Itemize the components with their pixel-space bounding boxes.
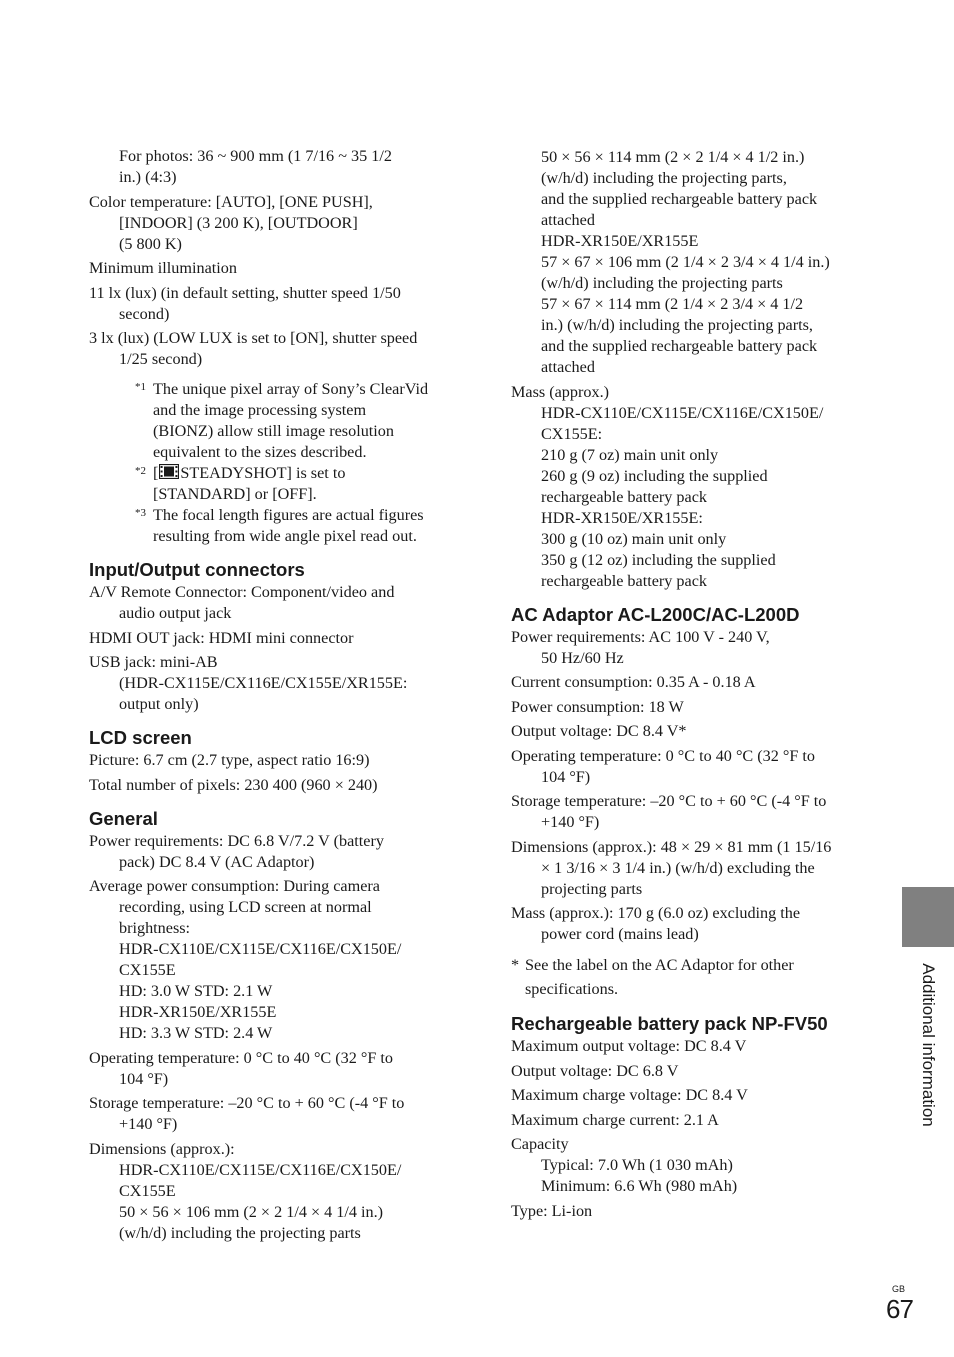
- ac-mass: Mass (approx.): 170 g (6.0 oz) excluding the power cord (mains lead): [511, 904, 801, 943]
- general-storage-temperature: Storage temperature: –20 °C to + 60 °C (-4 °F to +140 °F): [89, 1094, 405, 1133]
- ac-dimensions: Dimensions (approx.): 48 × 29 × 81 mm (1 15/16 × 1 3/16 × 3 1/4 in.) (w/h/d) excluding the projecting parts: [511, 837, 832, 898]
- general-dimensions: Dimensions (approx.): HDR-CX110E/CX115E/CX116E/CX150E/ CX155E 50 × 56 × 106 mm (2 × 2 1/4 × 4 1/4 in.) (w/h/d) including the projecting parts: [89, 1139, 402, 1242]
- right-column: [511, 0, 881, 1222]
- general-operating-temperature: Operating temperature: 0 °C to 40 °C (32 °F to 104 °F): [89, 1048, 393, 1088]
- battery-output-voltage: Output voltage: DC 6.8 V: [511, 1061, 679, 1080]
- ac-output-voltage: Output voltage: DC 8.4 V*: [511, 722, 687, 740]
- general-power-requirements: Power requirements: DC 6.8 V/7.2 V (battery pack) DC 8.4 V (AC Adaptor): [89, 831, 384, 871]
- ac-power-requirements: Power requirements: AC 100 V - 240 V, 50 Hz/60 Hz: [511, 627, 770, 667]
- color-temperature: Color temperature: [AUTO], [ONE PUSH], [INDOOR] (3 200 K), [OUTDOOR] (5 800 K): [89, 192, 373, 253]
- dimensions-continuation: 50 × 56 × 114 mm (2 × 2 1/4 × 4 1/2 in.) (w/h/d) including the projecting parts, and the supplied rechargeable battery pack attached HDR-XR150E/XR155E 57 × 67 × 106 mm (2 1/4 × 2 3/4 × 4 1/4 in.) (w/h/d) including the projecting parts 57 × 67 × 114 mm (2 1/4 × 2 3/4 × 4 1/2 in.) (w/h/d) including the projecting parts, and the supplied rechargeable battery pack attached: [541, 148, 830, 376]
- film-frame-icon: [159, 464, 179, 479]
- heading-battery-pack: Rechargeable battery pack NP-FV50: [511, 1013, 828, 1034]
- usb-jack: USB jack: mini-AB (HDR-CX115E/CX116E/CX155E/XR155E: output only): [89, 653, 408, 713]
- heading-input-output: Input/Output connectors: [89, 559, 305, 580]
- lcd-picture: Picture: 6.7 cm (2.7 type, aspect ratio 16:9): [89, 751, 370, 769]
- battery-type: Type: Li-ion: [511, 1201, 593, 1220]
- section-tab-label: Additional information: [919, 963, 938, 1127]
- left-column: [89, 0, 464, 1244]
- general-power-consumption: Average power consumption: During camera recording, using LCD screen at normal brightness: HDR-CX110E/CX115E/CX116E/CX150E/ CX155E HD: 3.0 W STD: 2.1 W HDR-XR150E/XR155E HD: 3.3 W STD: 2.4 W: [89, 877, 402, 1042]
- ac-operating-temperature: Operating temperature: 0 °C to 40 °C (32 °F to 104 °F): [511, 746, 815, 786]
- heading-lcd-screen: LCD screen: [89, 727, 192, 748]
- ac-current-consumption: Current consumption: 0.35 A - 0.18 A: [511, 673, 756, 691]
- illumination-11lx: 11 lx (lux) (in default setting, shutter speed 1/50 second): [89, 283, 401, 323]
- heading-ac-adaptor: AC Adaptor AC-L200C/AC-L200D: [511, 603, 800, 625]
- illumination-3lx: 3 lx (lux) (LOW LUX is set to [ON], shutter speed 1/25 second): [89, 329, 418, 368]
- photo-focal-length: For photos: 36 ~ 900 mm (1 7/16 ~ 35 1/2 in.) (4:3): [119, 147, 392, 186]
- footnote-2: *2 [ STEADYSHOT] is set to [STANDARD] or [OFF].: [135, 464, 346, 503]
- ac-storage-temperature: Storage temperature: –20 °C to + 60 °C (-4 °F to +140 °F): [511, 792, 827, 831]
- page-number: 67: [886, 1294, 913, 1324]
- heading-general: General: [89, 807, 158, 829]
- battery-max-charge-current: Maximum charge current: 2.1 A: [511, 1110, 719, 1129]
- av-remote-connector: A/V Remote Connector: Component/video and audio output jack: [89, 583, 395, 622]
- ac-power-consumption: Power consumption: 18 W: [511, 697, 684, 716]
- hdmi-out-jack: HDMI OUT jack: HDMI mini connector: [89, 628, 354, 647]
- battery-capacity: Capacity Typical: 7.0 Wh (1 030 mAh) Minimum: 6.6 Wh (980 mAh): [511, 1135, 738, 1195]
- footnote-1: *1 The unique pixel array of Sony’s ClearVid and the image processing system (BIONZ) allow still image resolution equivalent to the sizes described.: [135, 380, 429, 461]
- page-number-block: [886, 1283, 916, 1323]
- region-code: GB: [892, 1284, 906, 1294]
- battery-max-charge-voltage: Maximum charge voltage: DC 8.4 V: [511, 1086, 748, 1104]
- minimum-illumination: Minimum illumination: [89, 259, 237, 277]
- battery-max-output-voltage: Maximum output voltage: DC 8.4 V: [511, 1037, 747, 1055]
- footnote-3: *3 The focal length figures are actual figures resulting from wide angle pixel read out.: [135, 506, 424, 545]
- lcd-pixels: Total number of pixels: 230 400 (960 × 240): [89, 775, 378, 794]
- ac-note: * See the label on the AC Adaptor for other specifications.: [511, 956, 794, 998]
- mass-approx: Mass (approx.) HDR-CX110E/CX115E/CX116E/CX150E/ CX155E: 210 g (7 oz) main unit only 260 g (9 oz) including the supplied rechargeable battery pack HDR-XR150E/XR155E: 300 g (10 oz) main unit only 350 g (12 oz) including the supplied rechargeable battery pack: [511, 382, 824, 590]
- section-tab-marker: [902, 887, 954, 947]
